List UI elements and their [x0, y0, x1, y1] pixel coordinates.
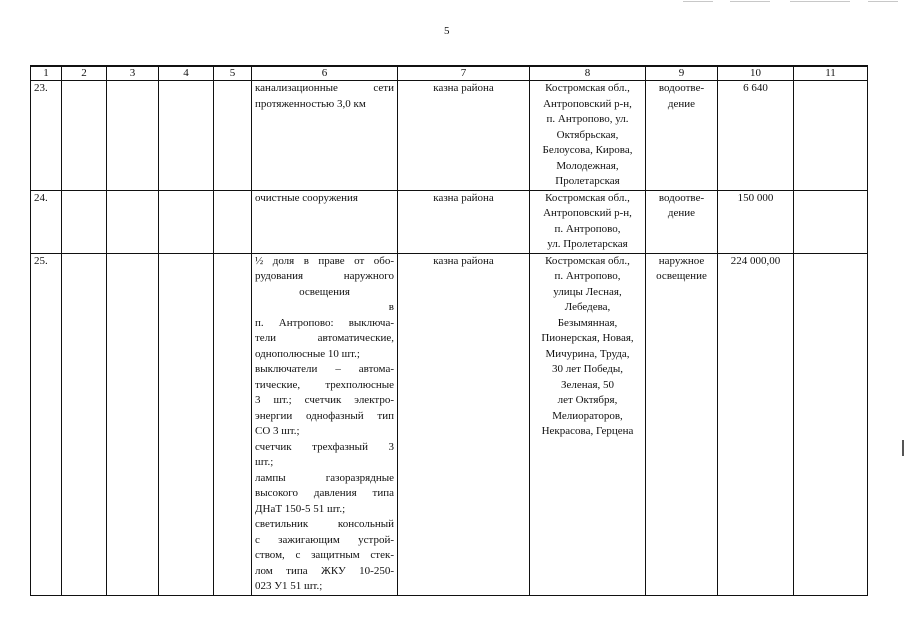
- column-header: 11: [794, 66, 868, 81]
- column-header: 8: [530, 66, 646, 81]
- empty-cell: [214, 253, 252, 595]
- object-name-line: энергии однофазный тип: [255, 409, 394, 422]
- empty-cell: [794, 253, 868, 595]
- empty-cell: [62, 253, 107, 595]
- object-name-line: ДНаТ 150-5 51 шт.;: [255, 502, 346, 515]
- empty-cell: [62, 190, 107, 253]
- object-name-line: шт.;: [255, 456, 274, 468]
- empty-cell: [794, 81, 868, 191]
- object-name-line: ½ доля в праве от обо-: [255, 254, 394, 267]
- address-line: Белоусова, Кирова,: [542, 144, 633, 156]
- object-name-line: высокого давления типа: [255, 487, 394, 499]
- object-name-line: лампы газоразрядные: [255, 471, 394, 484]
- empty-cell: [214, 81, 252, 191]
- value-cell: 224 000,00: [718, 253, 794, 595]
- object-name-line: рудования наружного: [255, 270, 394, 282]
- object-name-line: однополюсные 10 шт.;: [255, 347, 360, 360]
- object-name-line: тические, трехполюсные: [255, 378, 394, 391]
- empty-cell: [159, 253, 214, 595]
- address-line: ул. Пролетарская: [547, 238, 628, 250]
- holder-cell: казна района: [398, 190, 530, 253]
- address-line: Молодежная,: [556, 159, 619, 172]
- address-line: Антроповский р-н,: [543, 207, 632, 219]
- object-name-cell: [252, 190, 398, 253]
- column-header: 1: [31, 66, 62, 81]
- address-line: Октябрьская,: [556, 128, 619, 141]
- property-registry-table: [30, 65, 868, 596]
- address-line: Мелиораторов,: [552, 409, 623, 422]
- column-header: 9: [646, 66, 718, 81]
- scan-edge-mark: [730, 1, 770, 2]
- purpose-line: наружное: [658, 254, 705, 267]
- address-cell: [530, 81, 646, 191]
- purpose-line: водоотве-: [658, 191, 705, 204]
- holder-cell: казна района: [398, 253, 530, 595]
- object-name-line: счетчик трехфазный 3: [255, 440, 394, 453]
- address-line: Пролетарская: [555, 175, 620, 187]
- address-line: Костромская обл.,: [545, 254, 630, 267]
- scan-edge-mark: [902, 440, 904, 456]
- empty-cell: [794, 190, 868, 253]
- purpose-line: дение: [667, 97, 696, 110]
- address-cell: [530, 253, 646, 595]
- empty-cell: [159, 190, 214, 253]
- empty-cell: [107, 190, 159, 253]
- address-line: Костромская обл.,: [545, 191, 630, 204]
- object-name-cell: [252, 81, 398, 191]
- table-row: [31, 81, 868, 191]
- page-number: 5: [444, 25, 450, 37]
- empty-cell: [159, 81, 214, 191]
- column-number-row: [31, 66, 868, 81]
- object-name-line: тели автоматические,: [255, 332, 394, 344]
- table-row: [31, 253, 868, 595]
- scan-edge-mark: [868, 1, 898, 2]
- purpose-cell: [646, 81, 718, 191]
- column-header: 6: [252, 66, 398, 81]
- column-header: 3: [107, 66, 159, 81]
- object-name-line: лом типа ЖКУ 10-250-: [255, 564, 394, 577]
- row-number-cell: 24.: [31, 190, 62, 253]
- address-line: Костромская обл.,: [545, 82, 630, 94]
- value-cell: 150 000: [718, 190, 794, 253]
- empty-cell: [214, 190, 252, 253]
- address-line: 30 лет Победы,: [551, 363, 624, 375]
- column-header: 4: [159, 66, 214, 81]
- object-name-line: очистные сооружения: [255, 191, 358, 204]
- address-line: Антроповский р-н,: [543, 97, 632, 110]
- address-cell: [530, 190, 646, 253]
- address-line: п. Антропово, ул.: [546, 113, 629, 125]
- object-name-line: 3 шт.; счетчик электро-: [255, 394, 394, 406]
- column-header: 10: [718, 66, 794, 81]
- address-line: улицы Лесная,: [553, 285, 622, 298]
- address-line: Безымянная,: [557, 316, 618, 329]
- address-line: Мичурина, Труда,: [545, 347, 630, 360]
- object-name-line: в: [388, 301, 394, 313]
- object-name-cell: [252, 253, 398, 595]
- object-name-line: протяженностью 3,0 км: [255, 97, 366, 110]
- object-name-line: ством, с защитным стек-: [255, 549, 394, 561]
- column-header: 7: [398, 66, 530, 81]
- empty-cell: [107, 253, 159, 595]
- purpose-line: дение: [667, 207, 696, 219]
- purpose-cell: [646, 253, 718, 595]
- object-name-line: п. Антропово: выключа-: [255, 316, 394, 329]
- empty-cell: [107, 81, 159, 191]
- column-header: 5: [214, 66, 252, 81]
- holder-cell: казна района: [398, 81, 530, 191]
- purpose-cell: [646, 190, 718, 253]
- scan-edge-mark: [683, 1, 713, 2]
- address-line: п. Антропово,: [554, 222, 621, 235]
- address-line: Лебедева,: [564, 301, 611, 313]
- row-number-cell: 23.: [31, 81, 62, 191]
- address-line: Некрасова, Герцена: [541, 425, 634, 437]
- object-name-line: с зажигающим устрой-: [255, 533, 394, 546]
- empty-cell: [62, 81, 107, 191]
- column-header: 2: [62, 66, 107, 81]
- object-name-line: выключатели – автома-: [255, 363, 394, 375]
- address-line: Зеленая, 50: [560, 378, 615, 391]
- object-name-line: канализационные сети: [255, 82, 394, 94]
- address-line: Пионерская, Новая,: [541, 332, 634, 344]
- row-number-cell: 25.: [31, 253, 62, 595]
- address-line: п. Антропово,: [554, 270, 621, 282]
- object-name-line: светильник консольный: [255, 518, 394, 530]
- address-line: лет Октября,: [557, 394, 618, 406]
- object-name-line: освещения: [299, 285, 350, 298]
- object-name-line: СО 3 шт.;: [255, 425, 300, 437]
- scan-edge-mark: [790, 1, 850, 2]
- table-row: [31, 190, 868, 253]
- purpose-line: освещение: [656, 270, 707, 282]
- value-cell: 6 640: [718, 81, 794, 191]
- object-name-line: 023 У1 51 шт.;: [255, 580, 323, 592]
- purpose-line: водоотве-: [658, 82, 705, 94]
